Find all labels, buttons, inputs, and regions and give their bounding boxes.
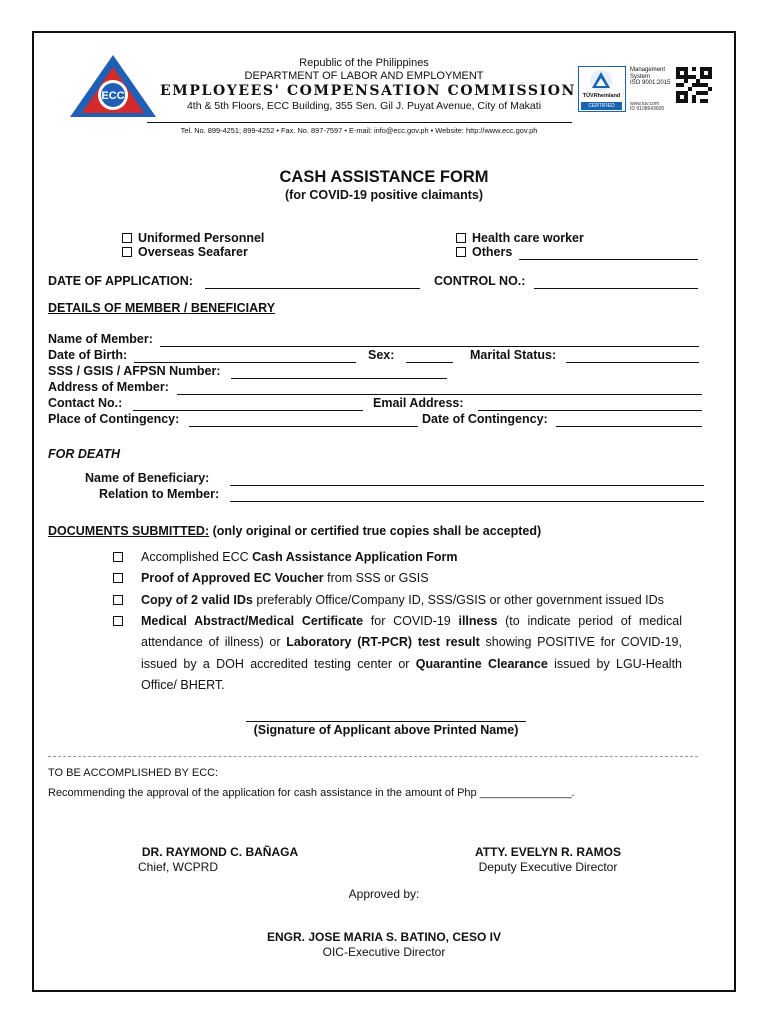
doc4-bold-g: Quarantine Clearance <box>415 656 548 671</box>
address-of-member-label: Address of Member: <box>48 380 169 394</box>
doc2-bold: Proof of Approved EC Voucher <box>141 571 324 585</box>
header-rule <box>147 122 572 123</box>
doc4-text-f: showing POSITIVE for COVID-19, issued by a DOH accredited testing center or <box>141 635 682 671</box>
doc4-text-b: for COVID-19 <box>363 614 459 628</box>
doc4-bold-e: Laboratory (RT-PCR) test result <box>286 635 480 650</box>
doc4-bold-c: illness <box>458 614 498 628</box>
cert-brand: TÜVRheinland <box>582 93 621 99</box>
category-seafarer-label: Overseas Seafarer <box>138 245 248 259</box>
member-section-title: DETAILS OF MEMBER / BENEFICIARY <box>48 301 276 315</box>
category-uniformed-label: Uniformed Personnel <box>138 231 265 245</box>
checkbox-icon[interactable] <box>456 247 466 257</box>
documents-heading: DOCUMENTS SUBMITTED: <box>48 524 210 538</box>
place-of-contingency-label: Place of Contingency: <box>48 412 180 426</box>
sex-field[interactable] <box>406 362 453 363</box>
marital-status-label: Marital Status: <box>470 348 557 362</box>
date-of-contingency-field[interactable] <box>556 426 702 427</box>
date-of-birth-label: Date of Birth: <box>48 348 128 362</box>
signer3-title: OIC-Executive Director <box>322 945 446 959</box>
sex-label: Sex: <box>368 348 395 362</box>
cert-label-4: www.tuv.com <box>630 101 660 107</box>
category-health-label: Health care worker <box>472 231 584 245</box>
date-of-contingency-label: Date of Contingency: <box>422 412 548 426</box>
id-number-field[interactable] <box>231 378 447 379</box>
doc3-text: preferably Office/Company ID, SSS/GSIS or other government issued IDs <box>252 593 664 607</box>
documents-heading-row <box>48 524 541 538</box>
category-uniformed[interactable] <box>122 231 264 245</box>
signer3-name: ENGR. JOSE MARIA S. BATINO, CESO IV <box>266 930 502 944</box>
email-address-field[interactable] <box>478 410 702 411</box>
section-divider <box>48 756 698 757</box>
date-of-birth-field[interactable] <box>134 362 356 363</box>
address-of-member-field[interactable] <box>177 394 702 395</box>
doc4-text-d: (to indicate period of medical attendance of illness) or <box>141 614 683 650</box>
email-address-label: Email Address: <box>373 396 464 410</box>
document-item-4[interactable] <box>141 611 682 696</box>
cert-labels-lower <box>630 102 664 113</box>
date-of-application-field[interactable] <box>205 288 420 289</box>
checkbox-icon[interactable] <box>122 247 132 257</box>
document-item-3[interactable] <box>141 590 721 611</box>
contact-no-field[interactable] <box>133 410 363 411</box>
cert-label-3: ISO 9001:2015 <box>630 80 671 87</box>
doc3-bold: Copy of 2 valid IDs <box>141 593 253 607</box>
name-of-member-label: Name of Member: <box>48 332 153 346</box>
date-of-application-label: DATE OF APPLICATION: <box>48 274 193 288</box>
category-others-label: Others <box>472 245 513 259</box>
documents-note: (only original or certified true copies shall be accepted) <box>212 524 542 538</box>
category-others[interactable] <box>456 245 512 259</box>
doc1-bold: Cash Assistance Application Form <box>252 550 458 564</box>
signer2-title: Deputy Executive Director <box>478 860 618 874</box>
cert-label-1: Management <box>630 67 666 73</box>
ecc-heading: TO BE ACCOMPLISHED BY ECC: <box>48 767 219 779</box>
category-health[interactable] <box>456 231 584 245</box>
tuv-certification-icon <box>578 66 626 112</box>
cert-label-2: System <box>630 73 651 80</box>
control-no-field[interactable] <box>534 288 698 289</box>
ecc-logo <box>68 53 158 119</box>
checkbox-icon[interactable] <box>113 573 123 583</box>
place-of-contingency-field[interactable] <box>189 426 418 427</box>
checkbox-icon[interactable] <box>122 233 132 243</box>
checkbox-icon[interactable] <box>456 233 466 243</box>
beneficiary-name-label: Name of Beneficiary: <box>85 471 210 485</box>
document-item-1[interactable] <box>141 547 721 568</box>
beneficiary-name-field[interactable] <box>230 485 704 486</box>
cert-label-5: ID 9108643605 <box>630 106 665 113</box>
signer1-name: DR. RAYMOND C. BAÑAGA <box>141 845 299 859</box>
checkbox-icon[interactable] <box>113 552 123 562</box>
document-item-2[interactable] <box>141 568 721 589</box>
svg-text:ECC: ECC <box>101 90 125 102</box>
doc1-text: Accomplished ECC <box>141 550 253 564</box>
cert-badge: CERTIFIED <box>581 102 622 110</box>
header-address: 4th & 5th Floors, ECC Building, 355 Sen. Gil J. Puyat Avenue, City of Makati <box>186 100 542 112</box>
relation-label: Relation to Member: <box>99 487 220 501</box>
others-field[interactable] <box>519 259 698 260</box>
cert-labels <box>630 67 670 87</box>
doc2-text: from SSS or GSIS <box>323 571 429 585</box>
for-death-section-title: FOR DEATH <box>48 447 120 461</box>
doc4-text-h: issued by LGU-Health Office/ BHERT. <box>141 656 682 692</box>
signer2-name: ATTY. EVELYN R. RAMOS <box>474 845 622 859</box>
doc4-bold-a: Medical Abstract/Medical Certificate <box>141 614 364 628</box>
qr-code-icon <box>676 67 712 103</box>
name-of-member-field[interactable] <box>160 346 699 347</box>
marital-status-field[interactable] <box>566 362 699 363</box>
contact-no-label: Contact No.: <box>48 396 123 410</box>
header-department: DEPARTMENT OF LABOR AND EMPLOYMENT <box>244 70 484 82</box>
checkbox-icon[interactable] <box>113 595 123 605</box>
id-number-label: SSS / GSIS / AFPSN Number: <box>48 364 221 378</box>
signature-label: (Signature of Applicant above Printed Name) <box>253 723 519 737</box>
signature-line[interactable] <box>246 721 526 722</box>
form-subtitle: (for COVID-19 positive claimants) <box>285 188 483 202</box>
ecc-recommend: Recommending the approval of the application for cash assistance in the amount of Php _______________. <box>48 787 575 799</box>
relation-field[interactable] <box>230 501 704 502</box>
approved-by-label: Approved by: <box>348 887 420 901</box>
category-seafarer[interactable] <box>122 245 248 259</box>
form-title: CASH ASSISTANCE FORM <box>279 168 489 186</box>
checkbox-icon[interactable] <box>113 616 123 626</box>
header-republic: Republic of the Philippines <box>299 57 429 69</box>
control-no-label: CONTROL NO.: <box>434 274 526 288</box>
header-contact: Tel. No. 899-4251; 899-4252 • Fax. No. 897-7597 • E-mail: info@ecc.gov.ph • Website: http://www.ecc.gov.ph <box>180 126 538 135</box>
signer1-title: Chief, WCPRD <box>138 860 219 874</box>
form-page <box>32 31 736 992</box>
header-agency: EMPLOYEES' COMPENSATION COMMISSION <box>160 83 576 99</box>
